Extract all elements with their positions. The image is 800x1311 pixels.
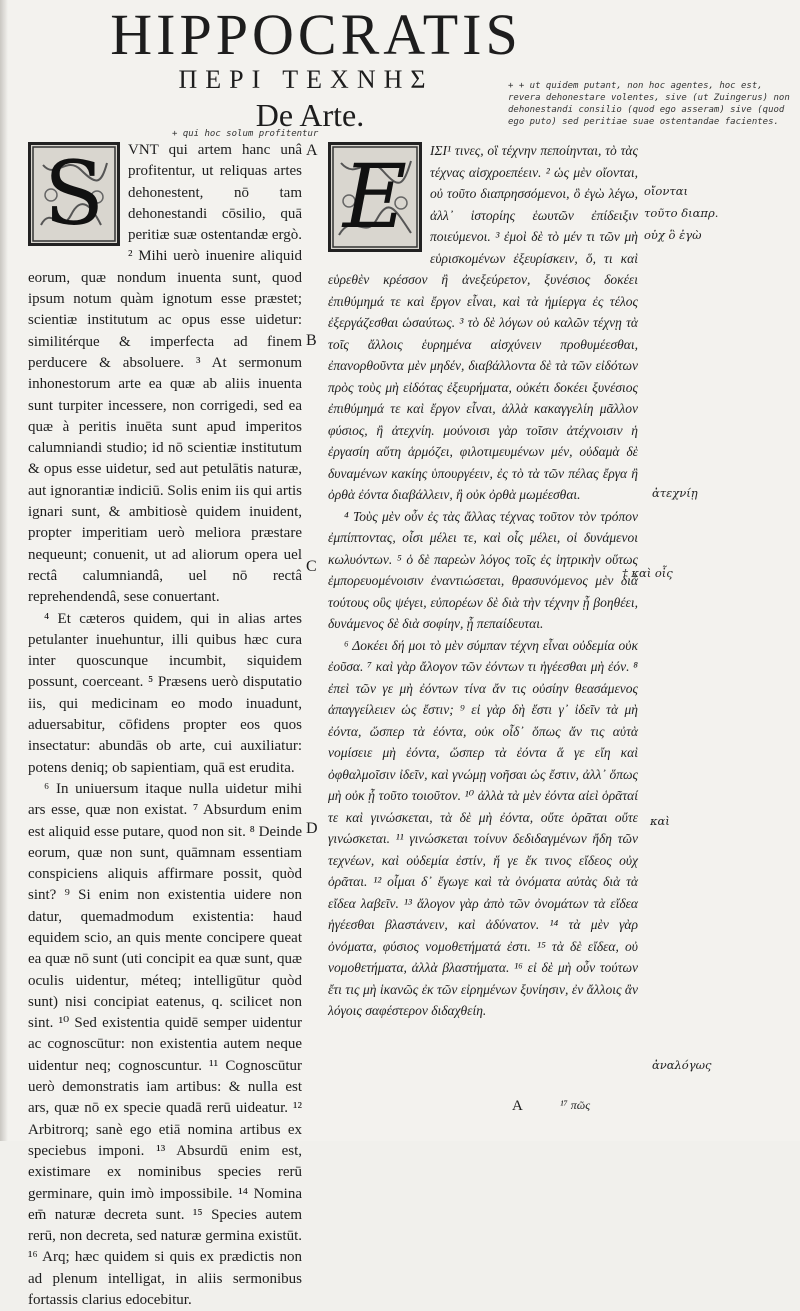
drop-cap-letter: Ε	[342, 145, 408, 248]
signature-mark: A	[512, 1098, 523, 1114]
handwritten-note-left: + qui hoc solum profitentur	[172, 129, 319, 139]
greek-paragraph-1: ΙΣΙ¹ τινες, οἳ τέχνην πεποίηνται, τὸ τὰς τέχνας αἰσχροεπέειν. ² ὡς μὲν οἴονται, οὐ τοῦτο διαπρησσόμενοι, ὃ ἐγὼ λέγω, ἀλλ᾽ ἱστορίης ἑωυτῶν ἐπίδειξιν ποιεύμενοι. ³ ἐμοὶ δὲ τὸ μέν τι τῶν μὴ εὑρισκομένων ἐξευρίσκειν, ὅ, τι καὶ εὑρεθὲν κρέσσον ἢ ἀνεξεύρετον, ξυνέσιος δοκέει ἐπιθύμημά τε καὶ ἔργον εἶναι, καὶ τὰ ἡμίεργα ἐς τέλος ἐξεργάζεσθαι ὡσαύτως. ³ τὸ δὲ λόγων οὐ καλῶν τέχνῃ τὰ τοῖς ἄλλοις ἑυρημένα αἰσχύνειν προθυμέεσθαι, ἐπανορθοῦντα μὲν μηδέν, διαβάλλοντα δὲ τὰ τῶν εἰδότων πρὸς τοὺς μὴ εἰδότας ἐξευρήματα, οὐκέτι δοκέει ξυνέσιος ἐπιθύμημά τε καὶ ἔργον εἶναι, ἀλλὰ κακαγγελίη μᾶλλον φύσιος, ἢ ἀτεχνίη. μούνοισι γὰρ τοῖσιν ἀτέχνοισιν ἡ ἐργασίη αὕτη ἁρμόζει, φιλοτιμευμένων μέν, οὐδαμὰ δὲ δυναμένων κακίης ὑπουργέειν, ἐς τὸ τὰ τῶν πέλας ἔργα ἢ ὀρθὰ ἐόντα διαβάλλειν, ἢ οὐκ ὀρθὰ μωμέεσθαι.	[328, 143, 638, 502]
latin-paragraph-1: VNT qui artem hanc unâ profitentur, ut reliquas artes dehonestent, nō tam dehonestandi cōsilio, quā peritiæ suæ ostentandæ ergò. ² Mihi uerò inuenire aliquid eorum, quæ nondum inuenta sunt, quod ipsum notum quàm ignotum esse præstet; scientiæ institutum ac opus esse uidetur: similitérque & imperfecta ad finem perducere & absoluere. ³ At sermonum inhonestorum arte ea quæ ab aliis inuenta sunt turpiter incessere, non corrigedi, sed ea quæ à peritis inuēta sunt apud imperitos calumniandi studio; id nō scientiæ institutum & opus esse uidetur, sed aut petulātis naturæ, aut ignorantiæ indiciū. Solis enim iis qui artis ignari sunt, & ambitiosè quidem inuident, propter imperitiam uerò meliora præstare nequeunt; conuenit, ut ad aliorum opera uel rectâ calumniandâ, uel nō rectâ reprehendendâ, sese conuertant.	[28, 142, 302, 606]
greek-drop-cap	[328, 142, 422, 252]
drop-cap-letter: S	[43, 142, 105, 245]
handwritten-note-right: + + ut quidem putant, non hoc agentes, hoc est, revera dehonestare volentes, sive (ut Zuingerus) non dehonestandi consilio (quod ego asseram) sive (quod ego puto) sed peritiae suae ostentandae facientes.	[508, 81, 790, 127]
greek-paragraph-2: ⁴ Τοὺς μὲν οὖν ἐς τὰς ἄλλας τέχνας τοῦτον τὸν τρόπον ἐμπίπτοντας, οἷσι μέλει τε, καὶ οἷς μέλει, οἱ δυνάμενοι κωλυόντων. ⁵ ὁ δὲ παρεὼν λόγος τοῖς ἐς ἰητρικὴν οὕτως ἐμπορευομένοισιν ἐναντιώσεται, θρασυνόμενος μὲν διὰ τούτους οὓς ψέγει, εὐπορέων δὲ διὰ τὴν τέχνην ᾗ βοηθέει, δυνάμενος δὲ διὰ σοφίην, ᾗ πεπαίδευται.	[328, 508, 638, 631]
page-binding-shadow	[0, 0, 8, 1141]
page-title: HIPPOCRATIS	[110, 2, 522, 67]
section-marker-c: C	[306, 558, 317, 575]
latin-paragraph-3: ⁶ In uniuersum itaque nulla uidetur mihi ars esse, quæ non existat. ⁷ Absurdum enim est aliquid esse putare, quod non sit. ⁸ Deinde eorum, quæ non sunt, quāmnam essentiam conspiciens aliquis affirmare possit, quòd sint? ⁹ Si enim non existentia uidere non datur, quemadmodum existentia: haud equidem scio, an quis mente concipere queat ea quæ nō sunt (uti concipit ea quæ sunt, quæ oculis uidentur, méteq; intelligūtur quòd sunt) nisi concipiat eatenus, q. scilicet non sint. ¹⁰ Sed existentia quidē semper uidentur ac cognoscūtur: non existentia autem neque uidentur neq; cognoscuntur. ¹¹ Cognoscūtur uerò demonstratis iam artibus: & nulla est ars, quæ nō ex specie quadā rerū uideatur. ¹² Arbitrorq; sanè ego etiā nomina artibus ex speciebus imponi. ¹³ Absurdū enim est, existimare ex nominibus species rerū germinare, quin imò impossibile. ¹⁴ Nomina em̄ naturæ decreta sunt. ¹⁵ Species autem rerū, non decreta, sed naturæ germina existūt. ¹⁶ Arq; hæc quidem si quis ex prædictis non ad plenum intelligat, in aliis sermonibus fortassis clarius edocebitur.	[28, 780, 302, 1309]
latin-drop-cap	[28, 142, 120, 246]
greek-paragraph-3: ⁶ Δοκέει δή μοι τὸ μὲν σύμπαν τέχνη εἶναι οὐδεμία οὐκ ἐοῦσα. ⁷ καὶ γὰρ ἄλογον τῶν ἐόντων τι ἡγέεσθαι μὴ ἐόν. ⁸ ἐπεὶ τῶν γε μὴ ἐόντων τίνα ἄν τις οὐσίην θεασάμενος ἀπαγγείλειεν ὡς ἔστιν; ⁹ εἰ γὰρ δὴ ἔστι γ᾽ ἰδεῖν τὰ μὴ ἐόντα, ὥσπερ τὰ ἐόντα, οὐκ οἶδ᾽ ὅπως ἄν τις αὐτὰ νομίσειε μὴ ἐόντα, ὥσπερ τὰ ἐόντα ἅ γε εἴη καὶ ὀφθαλμοῖσιν ἰδεῖν, καὶ γνώμῃ νοῆσαι ὡς ἔστιν, ἀλλ᾽ ὅπως μὴ οὐκ ᾖ τοῦτο τοιοῦτον. ¹⁰ ἀλλὰ τὰ μὲν ἐόντα αἰεὶ ὁρᾶταί τε καὶ γινώσκεται, τὰ δὲ μὴ ἐόντα, οὔτε ὁρᾶται οὔτε γινώσκεται. ¹¹ γινώσκεται τοίνυν δεδιδαγμένων ἤδη τῶν τεχνέων, καὶ οὐδεμία ἐστίν, ἥ γε ἔκ τινος εἴδεος οὐχ ὁρᾶται. ¹² οἶμαι δ᾽ ἔγωγε καὶ τὰ ὀνόματα αὐτὰς διὰ τὰ εἴδεα λαβεῖν. ¹³ ἄλογον γὰρ ἀπὸ τῶν ὀνομάτων τὰ εἴδεα ἡγέεσθαι βλαστάνειν, καὶ ἀδύνατον. ¹⁴ τὰ μὲν γὰρ ὀνόματα, φύσιος νομοθετήματά ἐστι. ¹⁵ τὰ δὲ εἴδεα, οὐ νομοθετήματα, ἀλλὰ βλαστήματα. ¹⁶ εἰ δὲ μὴ οὖν τούτων ἔτι τις μὴ ἱκανῶς ἐκ τῶν εἰρημένων ξυνίησιν, ἐν ἄλλοις ἂν λόγοις σαφέστερον διδαχθείη.	[328, 637, 638, 1018]
side-gloss-2: ἀτεχνίῃ	[652, 486, 698, 500]
greek-title: ΠΕΡΙ ΤΕΧΝΗΣ	[178, 65, 434, 94]
side-gloss-1: οἴονται τοῦτο διαπρ. οὐχ ὃ ἐγὼ	[644, 184, 719, 242]
side-gloss-4: καὶ	[650, 814, 670, 828]
section-marker-b: B	[306, 332, 317, 349]
latin-column	[28, 140, 302, 1311]
greek-column	[328, 140, 638, 1022]
side-gloss-3: † καὶ οἷς	[622, 566, 673, 580]
latin-paragraph-2: ⁴ Et cæteros quidem, qui in alias artes petulanter inuehuntur, illi quibus hæc cura inter quoscunque incumbit, siquidem possunt, coerceant. ⁵ Præsens uerò disputatio iis, qui medicinam eo modo inuadunt, aduersabitur, cōfidens propter eos quos insectatur: abundās ob arte, cui auxiliatur: potens deniq; ob sapientiam, quā est erudita.	[28, 610, 302, 776]
section-marker-d: D	[306, 820, 318, 837]
catchword: ¹⁷ πῶς	[560, 1098, 591, 1112]
side-gloss-5: ἀναλόγως	[652, 1058, 712, 1072]
section-marker-a: A	[306, 142, 318, 159]
subtitle: De Arte.	[255, 97, 365, 133]
